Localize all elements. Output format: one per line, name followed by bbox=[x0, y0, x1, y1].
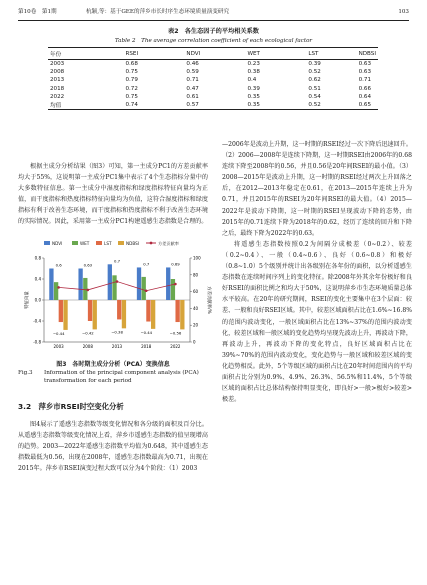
bar-wet bbox=[142, 277, 146, 300]
table-year-cell: 2018 bbox=[50, 85, 65, 92]
bar-ndbsi bbox=[93, 300, 97, 329]
y2-tick-label: 0 bbox=[193, 339, 196, 345]
table-value-cell: 0.57 bbox=[184, 101, 245, 110]
legend-swatch bbox=[72, 241, 78, 245]
legend-swatch bbox=[44, 241, 50, 245]
bar-ndbsi bbox=[63, 300, 67, 330]
table-value-cell: 0.65 bbox=[357, 101, 378, 110]
table-row bbox=[48, 101, 378, 110]
table-row bbox=[48, 68, 378, 76]
table-row bbox=[48, 76, 378, 84]
figure-caption-en-line2: transformation for each period bbox=[44, 378, 132, 384]
bar-lst bbox=[59, 300, 63, 322]
variance-point bbox=[87, 289, 90, 292]
x-tick-label: 2003 bbox=[53, 344, 64, 349]
table-value-cell: 0.23 bbox=[247, 61, 260, 68]
figure-caption-en bbox=[18, 369, 208, 385]
bar-ndvi bbox=[108, 264, 112, 300]
bar-lst bbox=[117, 300, 121, 319]
table-value-cell: 0.38 bbox=[247, 69, 260, 76]
table-year-cell: 2008 bbox=[50, 69, 65, 76]
right-column bbox=[222, 139, 412, 405]
pca-paragraph: 根据主成分分析结果（图3）可知，第一主成分PC1的方差贡献率均大于55%，这说明第一主成分PC1集中表示了4个生态指标分量中的大多数特征信息。第一主成分中湿度指标和绿度指标特征向量均为正值，而干度指标和热度指标特征向量均为负值，这符合湿度指标和绿度指标有利于改善生态环境，而干度指标和热度指标不利于改善生态环境的实际情况。因此，采用第一主成分PC1构建遥感生态指数是合理的。 bbox=[18, 163, 208, 226]
rsei-change-paragraph: 图4展示了遥感生态指数等级变化情况和各分级的面积及百分比。从遥感生态指数等级变化情况上看，萍乡市遥感生态指数的值呈现增高的趋势。2003—2022年遥感生态指数平均值为0.648，其中遥感生态指数最低为0.56，出现在2008年，遥感生态指数最高为0.71，出现在2015年。萍乡市RSEI演变过程大致可以分为4个阶段：（1）2003 bbox=[18, 421, 208, 473]
table-row bbox=[48, 60, 378, 69]
table-value-cell: 0.62 bbox=[308, 77, 321, 84]
legend-label: NDBSI bbox=[126, 241, 140, 246]
table-value-cell: 0.64 bbox=[358, 93, 372, 100]
legend-label: 方差贡献率 bbox=[158, 241, 179, 246]
y-tick-label: 0.4 bbox=[34, 276, 41, 282]
table-value-cell: 0.52 bbox=[306, 101, 356, 110]
header-rule bbox=[18, 20, 409, 21]
table-year-cell: 2003 bbox=[50, 61, 65, 68]
table-header-cell: 年份 bbox=[48, 48, 123, 60]
bar-ndvi bbox=[166, 267, 170, 300]
left-paragraph-1 bbox=[18, 161, 208, 228]
table-header-cell: LST bbox=[306, 48, 356, 60]
data-label-top: 0.69 bbox=[171, 261, 180, 267]
table-value-cell: 0.75 bbox=[125, 93, 138, 100]
header-volume: 第10卷 第1期 bbox=[18, 9, 57, 15]
data-label-top: 0.7 bbox=[114, 258, 121, 264]
y2-tick-label: 60 bbox=[193, 289, 199, 295]
table-value-cell: 0.39 bbox=[308, 61, 321, 68]
table-value-cell: 0.79 bbox=[125, 77, 138, 84]
y2-tick-label: 20 bbox=[193, 322, 199, 328]
table-value-cell: 0.35 bbox=[245, 101, 306, 110]
table-value-cell: 0.46 bbox=[186, 61, 199, 68]
bar-ndvi bbox=[78, 269, 82, 301]
table-value-cell: 0.4 bbox=[247, 77, 257, 84]
bar-wet bbox=[83, 278, 87, 300]
y2-tick-label: 100 bbox=[193, 255, 201, 261]
figure-caption-en-label: Fig.3 bbox=[18, 370, 33, 376]
table-year-cell: 2013 bbox=[50, 77, 65, 84]
table-caption-en: Table 2 The average correlation coefficient of each ecological factor bbox=[114, 38, 313, 44]
data-label-top: 0.63 bbox=[83, 262, 93, 268]
data-label-bottom: −0.56 bbox=[169, 330, 182, 336]
data-label-bottom: −0.44 bbox=[140, 329, 153, 335]
y2-axis-title: 方差贡献率/% bbox=[206, 286, 211, 314]
x-tick-label: 2022 bbox=[170, 344, 181, 349]
bar-ndbsi bbox=[122, 300, 126, 328]
table-value-cell: 0.63 bbox=[358, 69, 372, 76]
table-year-cell: 均值 bbox=[48, 101, 123, 110]
table-value-cell: 0.51 bbox=[308, 85, 321, 92]
bar-ndbsi bbox=[151, 300, 155, 329]
pca-chart bbox=[22, 238, 212, 358]
variance-point bbox=[57, 286, 60, 289]
variance-point bbox=[174, 283, 177, 286]
section-title: 3.2 萍乡市RSEI时空变化分析 bbox=[18, 402, 124, 411]
running-header bbox=[18, 6, 409, 18]
x-tick-label: 2013 bbox=[111, 344, 123, 349]
table-header-cell: NDVI bbox=[184, 48, 245, 60]
table-value-cell: 0.39 bbox=[247, 85, 260, 92]
bar-lst bbox=[146, 300, 150, 322]
figure-caption-cn: 图3 各时期主成分分析（PCA）变换信息 bbox=[56, 361, 170, 368]
bar-wet bbox=[54, 282, 58, 300]
variance-point bbox=[116, 280, 119, 283]
legend-label: NDVI bbox=[52, 241, 63, 246]
table-header-cell: NDBSI bbox=[357, 48, 378, 60]
legend-label: WET bbox=[80, 241, 90, 246]
bar-lst bbox=[88, 300, 92, 321]
table-value-cell: 0.74 bbox=[123, 101, 184, 110]
table-value-cell: 0.54 bbox=[308, 93, 321, 100]
header-title: 杭颖,等：基于GEE的萍乡市长时序生态环境质量演变研究 bbox=[86, 9, 230, 15]
legend-swatch bbox=[118, 241, 124, 245]
rsei-levels-paragraph: 将遥感生态指数按照0.2为间隔分成极差（0~0.2）、较差（0.2~0.4）、一般（0.4~0.6）、良好（0.6~0.8）和极好（0.8~1.0）5个级别并统计出各级别在各年份的面积，以分析遥感生态指数在连续时间序列上的变化特征。除2008年外其余年份极好和良好RSEI的面积比例之和均大于50%，这说明萍乡市生态环境质量总体水平较高。在20年的研究期间，RSEI的变化主要集中在3个层面：较差、一般和良好RSEI区域。其中，较差区域面积占比在1.6%~16.8%的范围内波动变化，一般区域面积占比在13%~37%的范围内波动变化，较差区域和一般区域的变化趋势均呈现先波动上升，再波动下降，再波动上升，再波动下降的变化特点，良好区域面积占比在39%~70%的范围内波动变化，变化趋势与一般区域和较差区域的变化趋势相反。此外，5个等级区域的面积占比在20年时间范围内的平均面积占比分别为0.9%、4.9%、26.3%、56.5%和11.4%，5个等级区域的面积占比总体结构保持明显变化，即良好>一般>极好>较差>极差。 bbox=[222, 240, 412, 404]
y-tick-label: 0.0 bbox=[34, 297, 41, 303]
table-caption-cn: 表2 各生态因子的平均相关系数 bbox=[168, 28, 259, 35]
table-value-cell: 0.68 bbox=[125, 61, 138, 68]
x-tick-label: 2018 bbox=[141, 344, 152, 349]
table-value-cell: 0.71 bbox=[358, 77, 372, 84]
table-value-cell: 0.71 bbox=[186, 77, 199, 84]
y-tick-label: -0.4 bbox=[33, 318, 41, 324]
table-row bbox=[48, 93, 378, 101]
table-row bbox=[48, 85, 378, 93]
bar-lst bbox=[175, 300, 179, 322]
data-label-bottom: −0.44 bbox=[52, 330, 65, 336]
data-label-top: 0.6 bbox=[55, 262, 62, 268]
data-label-top: 0.7 bbox=[143, 261, 150, 267]
table-value-cell: 0.59 bbox=[186, 69, 199, 76]
table-header-cell: WET bbox=[245, 48, 306, 60]
legend-swatch bbox=[150, 242, 153, 245]
table-value-cell: 0.66 bbox=[358, 85, 372, 92]
bar-wet bbox=[171, 279, 175, 300]
left-paragraph-2 bbox=[18, 419, 208, 474]
table-value-cell: 0.35 bbox=[247, 93, 260, 100]
correlation-table bbox=[48, 47, 378, 110]
table-value-cell: 0.61 bbox=[186, 93, 199, 100]
rsei-stages-paragraph: —2006年是波动上升期，这一时期的RSEI经过一次下降后迅速回升。（2）2006—2008年是连续下降期，这一时期RSEI由2006年的0.68连续下降至2008年的0.56，并且0.56是20年间RSEI的最小值。（3）2008—2015年是波动上升期，这一时期的RSEI经过两次上升回落之后，在2012—2013年稳定在0.61，在2013—2015年连续上升为0.71，并且2015年的RSEI为20年间RSEI的最大值。（4）2015—2022年是波动下降期，这一时期的RSEI呈现波动下降的态势，由2015年的0.71连续下降为2018年的0.62，经历了连续的回升和下降之后，最终下降为2022年的0.63。 bbox=[222, 141, 412, 237]
data-label-bottom: −0.42 bbox=[82, 330, 94, 336]
variance-point bbox=[145, 289, 148, 292]
bar-ndbsi bbox=[180, 300, 184, 329]
bar-wet bbox=[112, 275, 116, 300]
x-tick-label: 2008 bbox=[82, 344, 93, 349]
bar-ndvi bbox=[49, 269, 53, 301]
bar-ndvi bbox=[137, 267, 141, 300]
table-header-cell: RSEI bbox=[123, 48, 184, 60]
table-header-row bbox=[48, 48, 378, 60]
page-number: 103 bbox=[398, 9, 409, 15]
table-value-cell: 0.72 bbox=[125, 85, 138, 92]
y-tick-label: -0.8 bbox=[33, 339, 41, 345]
legend-swatch bbox=[96, 241, 102, 245]
table-value-cell: 0.63 bbox=[358, 61, 372, 68]
y-tick-label: 0.8 bbox=[34, 255, 41, 261]
y2-tick-label: 80 bbox=[193, 272, 199, 278]
variance-line bbox=[59, 282, 176, 291]
y2-tick-label: 40 bbox=[193, 305, 199, 311]
table-year-cell: 2022 bbox=[50, 93, 65, 100]
y-axis-title: 特征向量 bbox=[25, 291, 30, 309]
table-value-cell: 0.75 bbox=[125, 69, 138, 76]
figure-caption-en-line1: Information of the principal component analysis (PCA) bbox=[44, 370, 199, 376]
legend-label: LST bbox=[104, 241, 112, 246]
data-label-bottom: −0.38 bbox=[111, 329, 123, 335]
table-value-cell: 0.47 bbox=[186, 85, 199, 92]
table-value-cell: 0.52 bbox=[308, 69, 321, 76]
